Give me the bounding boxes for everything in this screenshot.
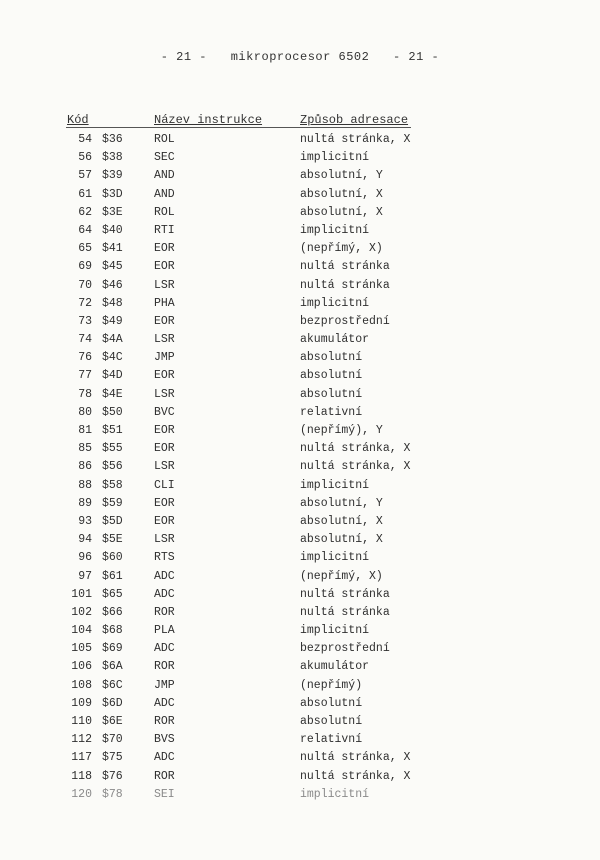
code-cell: 77 bbox=[78, 369, 92, 383]
instruction-cell: ROR bbox=[154, 769, 175, 783]
instruction-table bbox=[0, 133, 600, 806]
code-cell: 104 bbox=[71, 624, 92, 638]
table-row bbox=[0, 297, 600, 315]
table-row bbox=[0, 570, 600, 588]
instruction-cell: PLA bbox=[154, 624, 175, 638]
table-row bbox=[0, 406, 600, 424]
addressing-mode-cell: relativní bbox=[300, 405, 363, 419]
addressing-mode-cell: nultá stránka bbox=[300, 605, 390, 619]
code-cell: 88 bbox=[78, 478, 92, 492]
hex-cell: $70 bbox=[102, 733, 123, 747]
hex-cell: $50 bbox=[102, 405, 123, 419]
addressing-mode-cell: akumulátor bbox=[300, 660, 370, 674]
instruction-cell: LSR bbox=[154, 460, 175, 474]
hex-cell: $41 bbox=[102, 242, 123, 256]
code-cell: 54 bbox=[78, 133, 92, 146]
addressing-mode-cell: nultá stránka, X bbox=[300, 769, 411, 783]
code-cell: 108 bbox=[71, 678, 92, 692]
page-title: mikroprocesor 6502 bbox=[230, 50, 370, 64]
table-row bbox=[0, 279, 600, 297]
hex-cell: $65 bbox=[102, 587, 123, 601]
instruction-cell: BVC bbox=[154, 405, 175, 419]
addressing-mode-cell: absolutní, X bbox=[300, 533, 383, 547]
hex-cell: $4D bbox=[102, 369, 123, 383]
code-cell: 101 bbox=[71, 587, 92, 601]
table-row bbox=[0, 224, 600, 242]
instruction-cell: ADC bbox=[154, 569, 175, 583]
addressing-mode-cell: absolutní, X bbox=[300, 205, 383, 219]
instruction-cell: ROR bbox=[154, 715, 175, 728]
table-row bbox=[0, 770, 600, 788]
instruction-cell: EOR bbox=[154, 496, 175, 510]
addressing-mode-cell: (nepřímý, X) bbox=[300, 569, 383, 583]
code-cell: 62 bbox=[78, 205, 92, 219]
table-row bbox=[0, 369, 600, 387]
addressing-mode-cell: absolutní, Y bbox=[300, 169, 383, 183]
instruction-cell: ROR bbox=[154, 605, 175, 619]
addressing-mode-cell: implicitní bbox=[300, 787, 370, 801]
instruction-cell: JMP bbox=[154, 678, 175, 692]
code-cell: 61 bbox=[78, 187, 92, 201]
hex-cell: $76 bbox=[102, 769, 123, 783]
table-row bbox=[0, 351, 600, 369]
instruction-cell: EOR bbox=[154, 424, 175, 437]
code-cell: 72 bbox=[78, 296, 92, 310]
hex-cell: $5D bbox=[102, 514, 123, 528]
table-row bbox=[0, 315, 600, 333]
addressing-mode-cell: implicitní bbox=[300, 624, 370, 638]
hex-cell: $58 bbox=[102, 478, 123, 492]
table-row bbox=[0, 551, 600, 569]
hex-cell: $4A bbox=[102, 333, 123, 347]
table-row bbox=[0, 424, 600, 442]
code-cell: 81 bbox=[78, 424, 92, 437]
hex-cell: $66 bbox=[102, 605, 123, 619]
addressing-mode-cell: nultá stránka bbox=[300, 260, 390, 274]
table-row bbox=[0, 388, 600, 406]
addressing-mode-cell: implicitní bbox=[300, 151, 370, 165]
table-row bbox=[0, 588, 600, 606]
page-number-right: - 21 - bbox=[393, 50, 440, 64]
hex-cell: $60 bbox=[102, 551, 123, 565]
hex-cell: $45 bbox=[102, 260, 123, 274]
hex-cell: $6E bbox=[102, 715, 123, 728]
instruction-cell: ADC bbox=[154, 642, 175, 656]
table-row bbox=[0, 624, 600, 642]
addressing-mode-cell: absolutní, X bbox=[300, 187, 383, 201]
instruction-cell: SEC bbox=[154, 151, 175, 165]
instruction-cell: LSR bbox=[154, 333, 175, 347]
hex-cell: $78 bbox=[102, 787, 123, 801]
instruction-cell: EOR bbox=[154, 514, 175, 528]
hex-cell: $38 bbox=[102, 151, 123, 165]
page-number-left: - 21 - bbox=[160, 50, 207, 64]
instruction-cell: LSR bbox=[154, 533, 175, 547]
addressing-mode-cell: implicitní bbox=[300, 296, 370, 310]
addressing-mode-cell: bezprostřední bbox=[300, 314, 390, 328]
addressing-mode-cell: nultá stránka, X bbox=[300, 442, 411, 456]
table-row bbox=[0, 606, 600, 624]
addressing-mode-cell: absolutní bbox=[300, 387, 363, 401]
column-header-mode: Způsob adresace bbox=[300, 113, 409, 127]
code-cell: 86 bbox=[78, 460, 92, 474]
code-cell: 78 bbox=[78, 387, 92, 401]
code-cell: 89 bbox=[78, 496, 92, 510]
hex-cell: $4C bbox=[102, 351, 123, 365]
code-cell: 65 bbox=[78, 242, 92, 256]
hex-cell: $4E bbox=[102, 387, 123, 401]
code-cell: 120 bbox=[71, 787, 92, 801]
hex-cell: $51 bbox=[102, 424, 123, 437]
hex-cell: $3D bbox=[102, 187, 123, 201]
hex-cell: $40 bbox=[102, 223, 123, 237]
instruction-cell: LSR bbox=[154, 387, 175, 401]
instruction-cell: PHA bbox=[154, 296, 175, 310]
code-cell: 102 bbox=[71, 605, 92, 619]
table-row bbox=[0, 169, 600, 187]
addressing-mode-cell: absolutní, X bbox=[300, 514, 383, 528]
instruction-cell: EOR bbox=[154, 314, 175, 328]
hex-cell: $69 bbox=[102, 642, 123, 656]
hex-cell: $68 bbox=[102, 624, 123, 638]
code-cell: 74 bbox=[78, 333, 92, 347]
hex-cell: $59 bbox=[102, 496, 123, 510]
hex-cell: $49 bbox=[102, 314, 123, 328]
table-row bbox=[0, 697, 600, 715]
addressing-mode-cell: implicitní bbox=[300, 478, 370, 492]
addressing-mode-cell: nultá stránka, X bbox=[300, 751, 411, 765]
code-cell: 117 bbox=[71, 751, 92, 765]
addressing-mode-cell: nultá stránka bbox=[300, 278, 390, 292]
instruction-cell: BVS bbox=[154, 733, 175, 747]
hex-cell: $39 bbox=[102, 169, 123, 183]
code-cell: 69 bbox=[78, 260, 92, 274]
table-row bbox=[0, 133, 600, 151]
table-row bbox=[0, 679, 600, 697]
addressing-mode-cell: absolutní bbox=[300, 696, 363, 710]
instruction-cell: JMP bbox=[154, 351, 175, 365]
table-row bbox=[0, 151, 600, 169]
header-divider bbox=[66, 127, 411, 128]
hex-cell: $55 bbox=[102, 442, 123, 456]
code-cell: 56 bbox=[78, 151, 92, 165]
table-row bbox=[0, 533, 600, 551]
instruction-cell: ADC bbox=[154, 587, 175, 601]
hex-cell: $5E bbox=[102, 533, 123, 547]
addressing-mode-cell: (nepřímý) bbox=[300, 678, 363, 692]
code-cell: 105 bbox=[71, 642, 92, 656]
code-cell: 70 bbox=[78, 278, 92, 292]
hex-cell: $36 bbox=[102, 133, 123, 146]
hex-cell: $75 bbox=[102, 751, 123, 765]
table-row bbox=[0, 642, 600, 660]
code-cell: 109 bbox=[71, 696, 92, 710]
instruction-cell: AND bbox=[154, 187, 175, 201]
instruction-cell: EOR bbox=[154, 242, 175, 256]
hex-cell: $56 bbox=[102, 460, 123, 474]
instruction-cell: LSR bbox=[154, 278, 175, 292]
code-cell: 73 bbox=[78, 314, 92, 328]
code-cell: 96 bbox=[78, 551, 92, 565]
addressing-mode-cell: absolutní bbox=[300, 351, 363, 365]
addressing-mode-cell: nultá stránka, X bbox=[300, 460, 411, 474]
table-row bbox=[0, 515, 600, 533]
table-row bbox=[0, 479, 600, 497]
instruction-cell: EOR bbox=[154, 369, 175, 383]
code-cell: 94 bbox=[78, 533, 92, 547]
addressing-mode-cell: bezprostřední bbox=[300, 642, 390, 656]
instruction-cell: ROR bbox=[154, 660, 175, 674]
addressing-mode-cell: (nepřímý), Y bbox=[300, 424, 383, 437]
instruction-cell: RTI bbox=[154, 223, 175, 237]
addressing-mode-cell: nultá stránka, X bbox=[300, 133, 411, 146]
addressing-mode-cell: absolutní bbox=[300, 369, 363, 383]
hex-cell: $6A bbox=[102, 660, 123, 674]
code-cell: 80 bbox=[78, 405, 92, 419]
table-row bbox=[0, 242, 600, 260]
hex-cell: $46 bbox=[102, 278, 123, 292]
instruction-cell: ROL bbox=[154, 205, 175, 219]
table-row bbox=[0, 188, 600, 206]
code-cell: 118 bbox=[71, 769, 92, 783]
code-cell: 76 bbox=[78, 351, 92, 365]
addressing-mode-cell: nultá stránka bbox=[300, 587, 390, 601]
instruction-cell: EOR bbox=[154, 442, 175, 456]
hex-cell: $6C bbox=[102, 678, 123, 692]
instruction-cell: ADC bbox=[154, 751, 175, 765]
column-header-code: Kód bbox=[67, 113, 89, 127]
table-row bbox=[0, 442, 600, 460]
instruction-cell: AND bbox=[154, 169, 175, 183]
addressing-mode-cell: akumulátor bbox=[300, 333, 370, 347]
instruction-cell: SEI bbox=[154, 787, 175, 801]
addressing-mode-cell: implicitní bbox=[300, 223, 370, 237]
instruction-cell: CLI bbox=[154, 478, 175, 492]
code-cell: 106 bbox=[71, 660, 92, 674]
page-header bbox=[0, 50, 600, 64]
code-cell: 112 bbox=[71, 733, 92, 747]
table-header bbox=[0, 113, 600, 133]
table-row bbox=[0, 788, 600, 806]
instruction-cell: EOR bbox=[154, 260, 175, 274]
hex-cell: $6D bbox=[102, 696, 123, 710]
code-cell: 85 bbox=[78, 442, 92, 456]
hex-cell: $3E bbox=[102, 205, 123, 219]
code-cell: 110 bbox=[71, 715, 92, 728]
code-cell: 64 bbox=[78, 223, 92, 237]
instruction-cell: RTS bbox=[154, 551, 175, 565]
table-row bbox=[0, 497, 600, 515]
table-row bbox=[0, 206, 600, 224]
table-row bbox=[0, 733, 600, 751]
table-row bbox=[0, 660, 600, 678]
table-row bbox=[0, 751, 600, 769]
table-row bbox=[0, 260, 600, 278]
code-cell: 57 bbox=[78, 169, 92, 183]
hex-cell: $61 bbox=[102, 569, 123, 583]
addressing-mode-cell: relativní bbox=[300, 733, 363, 747]
instruction-cell: ROL bbox=[154, 133, 175, 146]
code-cell: 97 bbox=[78, 569, 92, 583]
table-row bbox=[0, 460, 600, 478]
addressing-mode-cell: implicitní bbox=[300, 551, 370, 565]
addressing-mode-cell: absolutní, Y bbox=[300, 496, 383, 510]
addressing-mode-cell: (nepřímý, X) bbox=[300, 242, 383, 256]
table-row bbox=[0, 715, 600, 733]
code-cell: 93 bbox=[78, 514, 92, 528]
addressing-mode-cell: absolutní bbox=[300, 715, 363, 728]
column-header-name: Název instrukce bbox=[154, 113, 263, 127]
instruction-cell: ADC bbox=[154, 696, 175, 710]
hex-cell: $48 bbox=[102, 296, 123, 310]
table-row bbox=[0, 333, 600, 351]
